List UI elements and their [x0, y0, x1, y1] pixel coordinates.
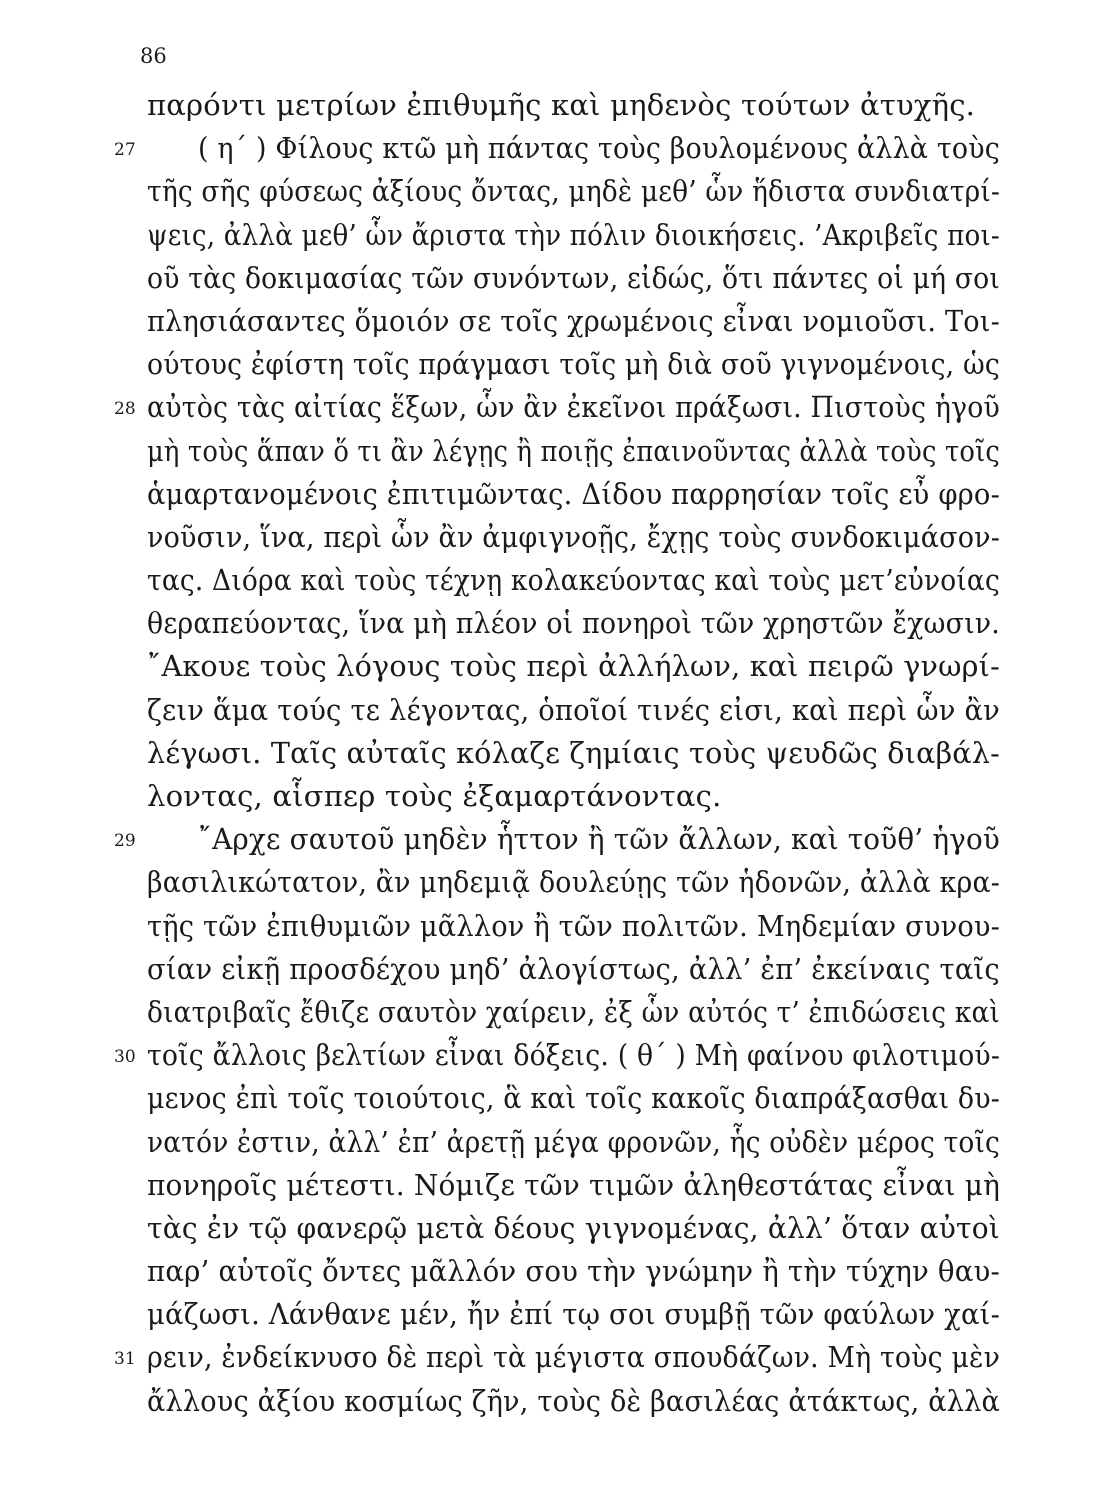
text-line	[0, 645, 1099, 688]
line-text: ῎Ακουε τοὺς λόγους τοὺς περὶ ἀλλήλων, καὶ πειρῶ γνωρί-	[147, 649, 1000, 684]
line-text: βασιλικώτατον, ἂν μηδεμιᾷ δουλεύῃς τῶν ἡδονῶν, ἀλλὰ κρα-	[147, 865, 1001, 900]
section-number: 31	[114, 1349, 136, 1370]
body-text	[0, 84, 1099, 1423]
section-number: 27	[114, 140, 136, 161]
text-line	[0, 170, 1099, 213]
line-text: πλησιάσαντες ὅμοιόν σε τοῖς χρωμένοις εἶναι νομιοῦσι. Τοι-	[147, 303, 1001, 338]
line-text: τας. Διόρα καὶ τοὺς τέχνῃ κολακεύοντας καὶ τοὺς μετ’εὐνοίας	[147, 563, 1000, 598]
line-text: τῇς τῶν ἐπιθυμιῶν μᾶλλον ἢ τῶν πολιτῶν. Μηδεμίαν συνου-	[147, 908, 1001, 943]
line-text: ζειν ἅμα τούς τε λέγοντας, ὁποῖοί τινές εἰσι, καὶ περὶ ὧν ἂν	[147, 692, 1000, 727]
line-text: λοντας, αἷσπερ τοὺς ἐξαμαρτάνοντας.	[147, 779, 722, 813]
text-line	[0, 214, 1099, 257]
text-line	[0, 948, 1099, 991]
text-line	[0, 775, 1099, 818]
text-line	[0, 1380, 1099, 1423]
line-text: μενος ἐπὶ τοῖς τοιούτοις, ἃ καὶ τοῖς κακοῖς διαπράξασθαι δυ-	[147, 1081, 1001, 1116]
section-number: 28	[114, 399, 136, 420]
text-line	[0, 300, 1099, 343]
line-text: ἄλλους ἀξίου κοσμίως ζῆν, τοὺς δὲ βασιλέας ἀτάκτως, ἀλλὰ	[147, 1383, 1001, 1418]
text-line	[0, 473, 1099, 516]
section-number: 30	[114, 1047, 136, 1068]
text-line	[0, 516, 1099, 559]
text-line	[0, 861, 1099, 904]
text-line	[0, 127, 1099, 170]
line-text: μὴ τοὺς ἅπαν ὅ τι ἂν λέγῃς ἢ ποιῇς ἐπαινοῦντας ἀλλὰ τοὺς τοῖς	[147, 433, 1000, 468]
text-line	[0, 1077, 1099, 1120]
line-text: ούτους ἐφίστη τοῖς πράγμασι τοῖς μὴ διὰ σοῦ γιγνομένοις, ὡς	[147, 347, 1000, 382]
line-text: ψεις, ἀλλὰ μεθ’ ὧν ἄριστα τὴν πόλιν διοικήσεις. ’Ακριβεῖς ποι-	[147, 217, 1000, 252]
text-line	[0, 991, 1099, 1034]
text-line	[0, 257, 1099, 300]
text-line	[0, 1034, 1099, 1077]
text-line	[0, 1250, 1099, 1293]
line-text: παρ’ αὑτοῖς ὄντες μᾶλλόν σου τὴν γνώμην ἢ τὴν τύχην θαυ-	[147, 1254, 1000, 1289]
line-text: τὰς ἐν τῷ φανερῷ μετὰ δέους γιγνομένας, ἀλλ’ ὅταν αὐτοὶ	[147, 1210, 1001, 1245]
line-text: νατόν ἐστιν, ἀλλ’ ἐπ’ ἀρετῇ μέγα φρονῶν, ἧς οὐδὲν μέρος τοῖς	[147, 1124, 1001, 1159]
line-text: νοῦσιν, ἵνα, περὶ ὧν ἂν ἀμφιγνοῇς, ἔχῃς τοὺς συνδοκιμάσον-	[147, 519, 1001, 554]
text-line	[0, 732, 1099, 775]
line-text: σίαν εἰκῇ προσδέχου μηδ’ ἀλογίστως, ἀλλ’ ἐπ’ ἐκείναις ταῖς	[147, 951, 1000, 986]
text-line	[0, 386, 1099, 429]
page-number: 86	[140, 44, 167, 68]
line-text: οῦ τὰς δοκιμασίας τῶν συνόντων, εἰδώς, ὅτι πάντες οἱ μή σοι	[147, 260, 1000, 295]
text-line	[0, 430, 1099, 473]
line-text: πονηροῖς μέτεστι. Νόμιζε τῶν τιμῶν ἀληθεστάτας εἶναι μὴ	[147, 1167, 1001, 1202]
text-line	[0, 1207, 1099, 1250]
text-line	[0, 905, 1099, 948]
line-text: μάζωσι. Λάνθανε μέν, ἤν ἐπί τῳ σοι συμβῇ τῶν φαύλων χαί-	[147, 1297, 1001, 1332]
text-line	[0, 602, 1099, 645]
line-text: αὐτὸς τὰς αἰτίας ἕξων, ὧν ἂν ἐκεῖνοι πράξωσι. Πιστοὺς ἡγοῦ	[147, 390, 1001, 425]
text-line	[0, 559, 1099, 602]
text-line	[0, 1164, 1099, 1207]
line-text: ῎Αρχε σαυτοῦ μηδὲν ἧττον ἢ τῶν ἄλλων, καὶ τοῦθ’ ἡγοῦ	[198, 822, 1001, 857]
line-text: ρειν, ἐνδείκνυσο δὲ περὶ τὰ μέγιστα σπουδάζων. Μὴ τοὺς μὲν	[147, 1340, 1001, 1375]
text-line	[0, 1336, 1099, 1379]
text-line	[0, 84, 1099, 127]
text-line	[0, 343, 1099, 386]
text-line	[0, 1121, 1099, 1164]
line-text: τῆς σῆς φύσεως ἀξίους ὄντας, μηδὲ μεθ’ ὧν ἥδιστα συνδιατρί-	[147, 174, 1001, 209]
text-line	[0, 818, 1099, 861]
line-text: λέγωσι. Ταῖς αὐταῖς κόλαζε ζημίαις τοὺς ψευδῶς διαβάλ-	[147, 735, 1001, 770]
section-number: 29	[114, 831, 136, 852]
line-text: ( η΄ ) Φίλους κτῶ μὴ πάντας τοὺς βουλομένους ἀλλὰ τοὺς	[198, 131, 1001, 166]
line-text: παρόντι μετρίων ἐπιθυμῆς καὶ μηδενὸς τούτων ἀτυχῆς.	[147, 88, 976, 122]
text-line	[0, 1293, 1099, 1336]
line-text: τοῖς ἄλλοις βελτίων εἶναι δόξεις. ( θ΄ ) Μὴ φαίνου φιλοτιμού-	[147, 1038, 1001, 1073]
line-text: διατριβαῖς ἔθιζε σαυτὸν χαίρειν, ἐξ ὧν αὐτός τ’ ἐπιδώσεις καὶ	[147, 994, 1000, 1029]
line-text: ἁμαρτανομένοις ἐπιτιμῶντας. Δίδου παρρησίαν τοῖς εὖ φρο-	[147, 476, 1000, 511]
text-line	[0, 689, 1099, 732]
line-text: θεραπεύοντας, ἵνα μὴ πλέον οἱ πονηροὶ τῶν χρηστῶν ἔχωσιν.	[147, 606, 1001, 641]
